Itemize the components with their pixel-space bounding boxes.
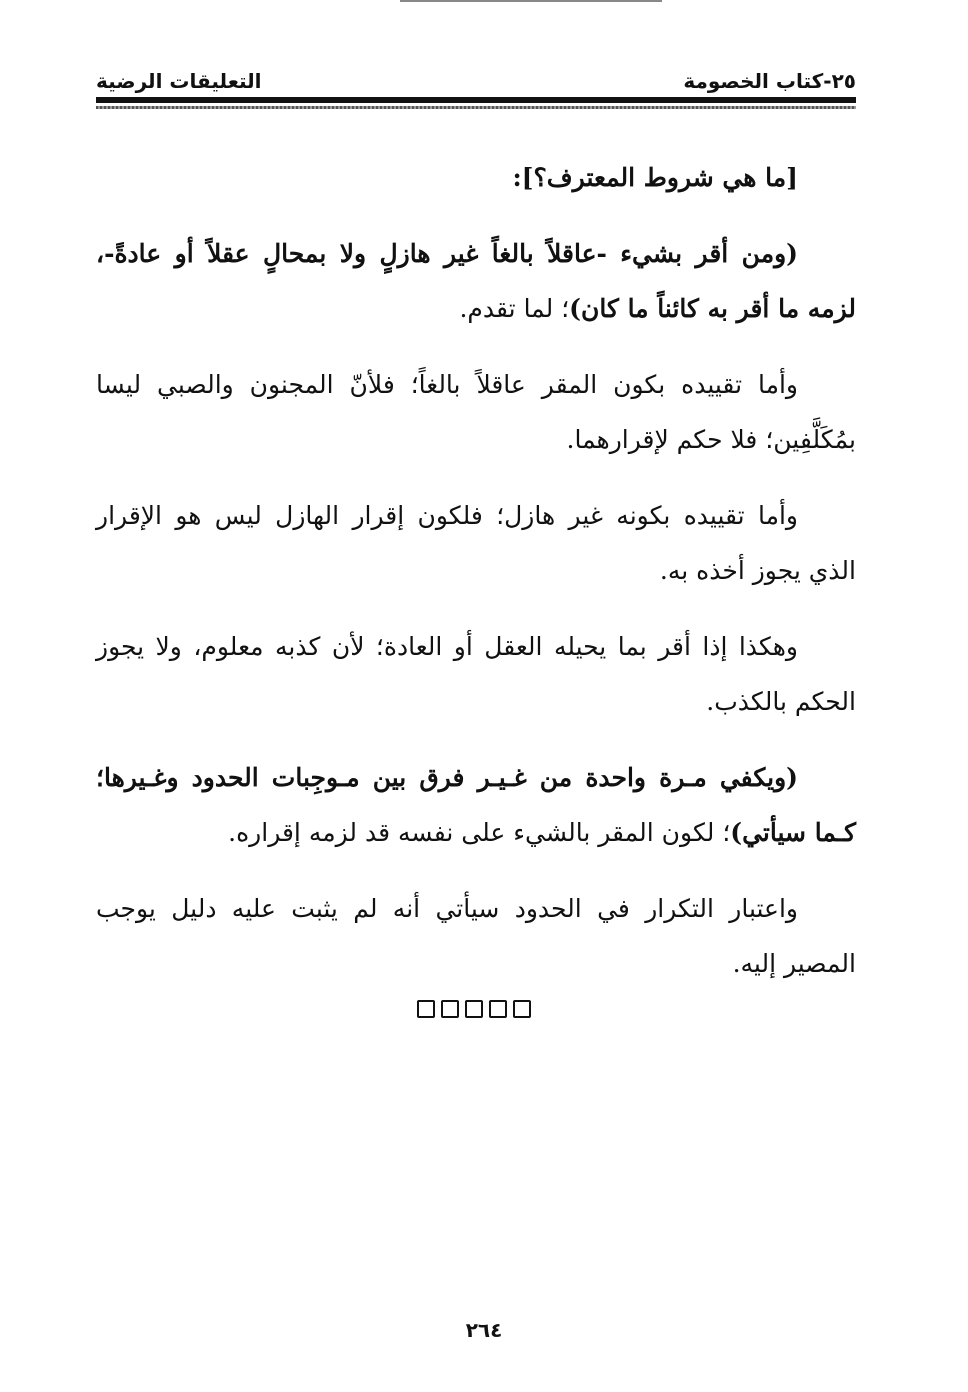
paragraph: وأما تقييده بكونه غير هازل؛ فلكون إقرار الهازل ليس هو الإقرار الذي يجوز أخذه به.: [96, 501, 856, 585]
ornament-square-icon: [513, 1000, 531, 1018]
paragraph: وأما تقييده بكون المقر عاقلاً بالغاً؛ فلأنّ المجنون والصبي ليسا بمُكَلَّفِين؛ فلا حكم لإقرارهما.: [96, 370, 856, 454]
ornament-square-icon: [465, 1000, 483, 1018]
paragraph: وهكذا إذا أقر بما يحيله العقل أو العادة؛ لأن كذبه معلوم، ولا يجوز الحكم بالكذب.: [96, 632, 856, 716]
ornament-square-icon: [489, 1000, 507, 1018]
chapter-title: ٢٥-كتاب الخصومة: [683, 69, 856, 93]
header-rule: [96, 97, 856, 103]
section-end-ornament: [404, 1000, 544, 1026]
paragraph: واعتبار التكرار في الحدود سيأتي أنه لم يثبت عليه دليل يوجب المصير إليه.: [96, 894, 856, 978]
book-title: التعليقات الرضية: [96, 69, 262, 93]
paragraph: (ومن أقر بشيء -عاقلاً بالغاً غير هازلٍ ولا بمحالٍ عقلاً أو عادةً-، لزمه ما أقر به كائناً ما كان)؛ لما تقدم.: [96, 239, 856, 323]
top-edge-mark: [400, 0, 662, 2]
paragraph: (ويكفي مـرة واحدة من غـيـر فرق بين مـوجِبات الحدود وغـيرها؛ كـما سيأتي)؛ لكون المقر بالشيء على نفسه قد لزمه إقراره.: [96, 763, 856, 847]
header-rule-secondary: [96, 106, 856, 109]
page-header: [96, 64, 856, 94]
section-heading: [ما هي شروط المعترف؟]:: [512, 163, 798, 192]
ornament-square-icon: [417, 1000, 435, 1018]
ornament-square-icon: [441, 1000, 459, 1018]
page-number: ٢٦٤: [465, 1318, 503, 1342]
page-body: [96, 150, 856, 1012]
